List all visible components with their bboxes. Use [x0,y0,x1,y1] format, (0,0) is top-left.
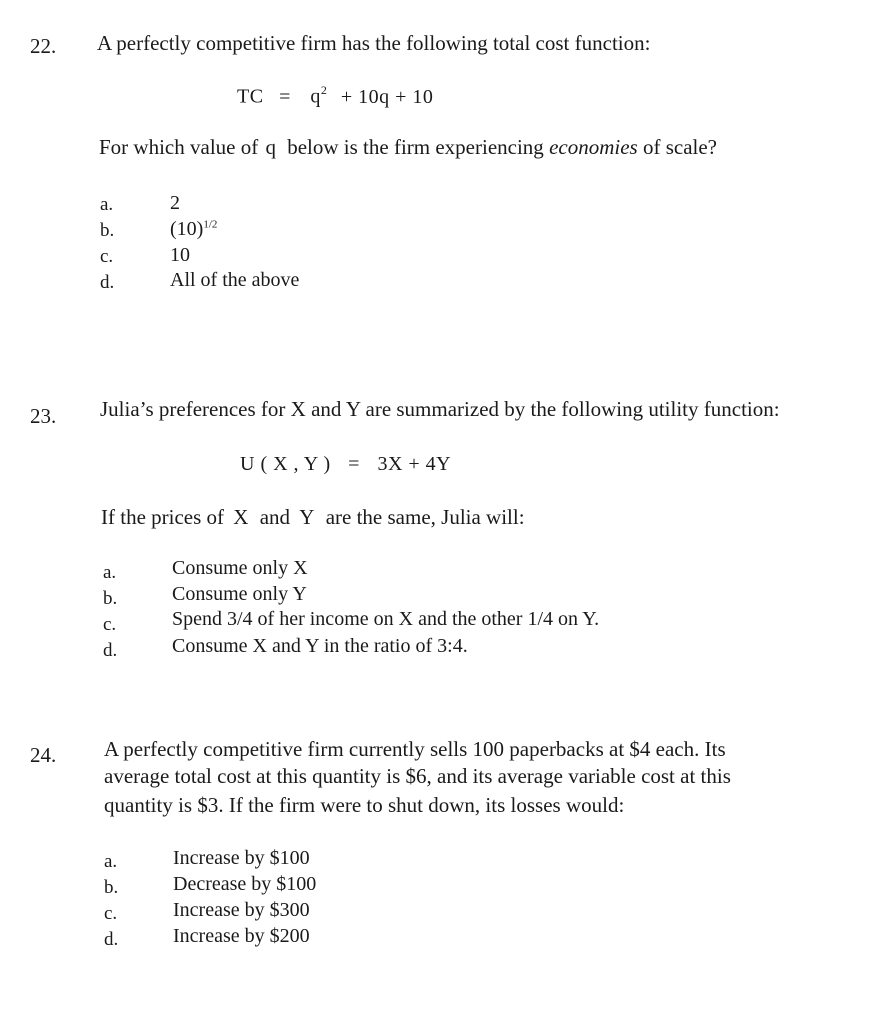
option-letter: c. [103,614,117,635]
option-base: (10) [170,218,204,240]
formula-lhs: TC [237,85,264,108]
prompt-text: For which value of [99,135,259,159]
formula-rest: + 10q + 10 [340,85,434,108]
option-letter: a. [100,194,114,215]
formula-equals: = [279,85,291,108]
option-letter: b. [104,877,119,898]
formula-q: q [310,85,321,108]
cost-function-formula [237,84,433,109]
option-text: All of the above [170,269,300,291]
question-prompt [99,135,717,160]
question-prompt [101,505,525,530]
prompt-text: are the same, Julia will: [325,505,525,529]
option-text: Increase by $300 [173,899,310,921]
option-letter: d. [104,929,119,950]
option-letter: d. [103,640,118,661]
utility-function-formula [240,453,451,476]
option-text: 10 [170,244,190,266]
option-text: Increase by $200 [173,925,310,947]
question-stem-line: quantity is $3. If the firm were to shut down, its losses would: [104,793,625,817]
prompt-text: If the prices of [101,505,225,529]
prompt-variable: X [233,505,249,529]
option-text: Decrease by $100 [173,873,317,895]
option-letter: a. [104,851,118,872]
formula-rhs: 3X + 4Y [377,453,452,475]
option-text [170,218,217,241]
option-letter: c. [100,246,114,267]
option-text: Consume only X [172,557,308,579]
option-text: 2 [170,192,180,214]
prompt-text: and [259,505,291,529]
option-letter: c. [104,903,118,924]
formula-exponent: 2 [320,83,328,97]
formula-equals: = [348,453,360,475]
question-stem: Julia’s preferences for X and Y are summarized by the following utility function: [100,397,780,421]
formula-lhs: U ( X , Y ) [240,453,331,475]
option-text: Consume X and Y in the ratio of 3:4. [172,635,468,657]
option-letter: b. [103,588,118,609]
question-stem-line: average total cost at this quantity is $6, and its average variable cost at this [104,764,731,788]
prompt-variable: q [265,135,276,159]
option-exponent: 1/2 [203,218,218,231]
option-letter: a. [103,562,117,583]
option-text: Consume only Y [172,583,307,605]
prompt-text: of scale? [642,135,717,159]
question-number: 22. [30,34,57,58]
option-letter: b. [100,220,115,241]
prompt-emphasis: economies [549,135,638,159]
option-text: Spend 3/4 of her income on X and the other 1/4 on Y. [172,608,600,630]
prompt-variable: Y [299,505,315,529]
option-text: Increase by $100 [173,847,310,869]
prompt-text: below is the firm experiencing [287,135,544,159]
question-stem-line: A perfectly competitive firm currently sells 100 paperbacks at $4 each. Its [104,737,726,761]
option-letter: d. [100,272,115,293]
question-stem: A perfectly competitive firm has the following total cost function: [97,31,651,55]
question-number: 24. [30,743,57,767]
question-number: 23. [30,404,57,428]
